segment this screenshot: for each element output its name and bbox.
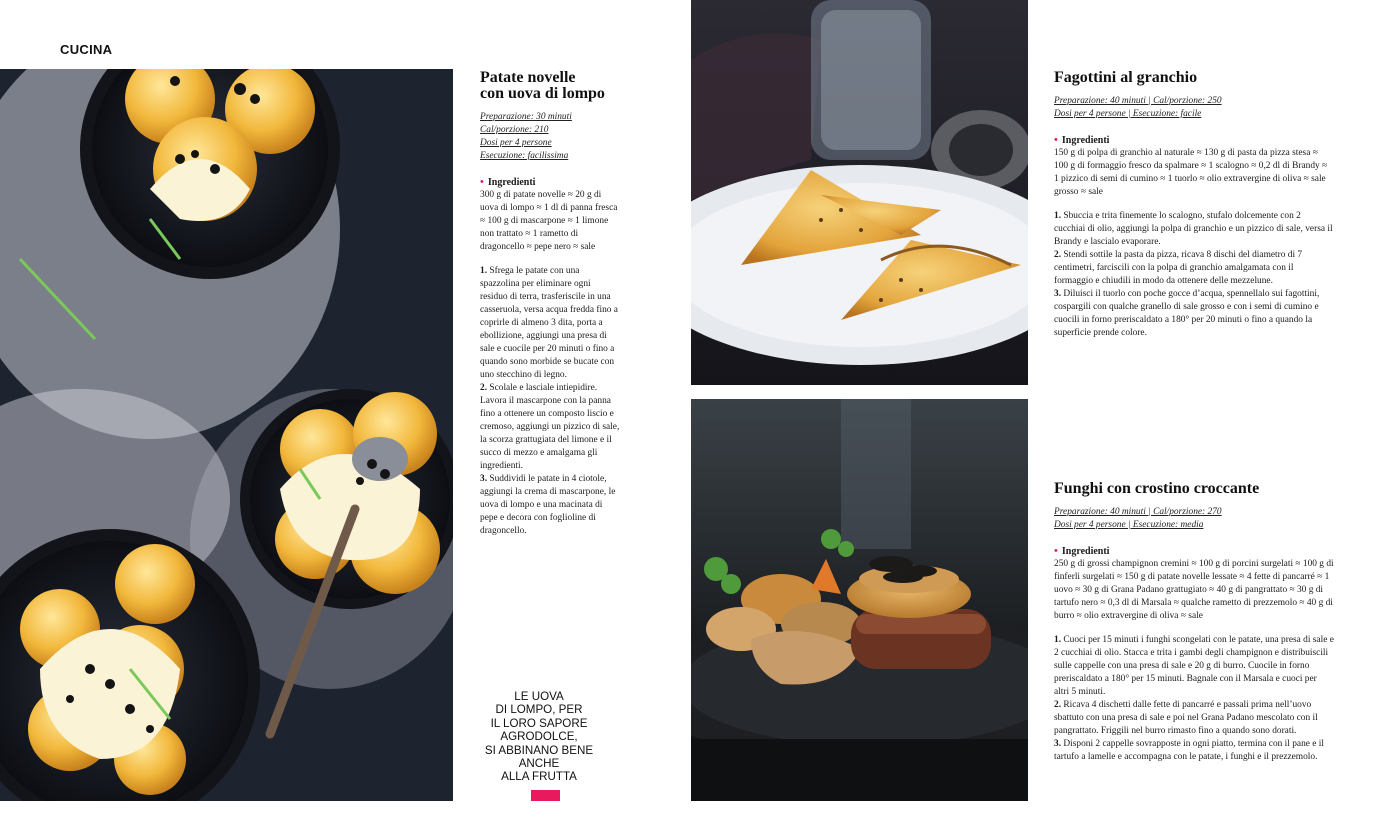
- recipe-meta: Preparazione: 40 minuti | Cal/porzione: 250 Dosi per 4 persone | Esecuzione: facile: [1054, 96, 1222, 119]
- ingredients-heading: • Ingredienti: [1054, 134, 1110, 146]
- bullet-icon: •: [480, 176, 484, 188]
- ingredients-list: 300 g di patate novelle ≈ 20 g di uova di lompo ≈ 1 dl di panna fresca ≈ 100 g di mascarpone ≈ 1 limone non trattato ≈ 1 rametto di dragoncello ≈ pepe nero ≈ sale: [480, 190, 618, 252]
- recipe-title: Funghi con crostino croccante: [1054, 480, 1260, 497]
- step-1: 1. Cuoci per 15 minuti i funghi scongelati con le patate, una presa di sale e 2 cucchiai di olio. Stacca e trita i gambi degli champignon e distribuiscili sulle cappelle con una presa di sale e 20 g di burro. Cuocile in forno preriscaldato a 180° per 15 minuti. Bagnale con il Marsala e cuoci per altri 5 minuti.: [1054, 635, 1334, 697]
- recipe-potatoes: [480, 70, 620, 538]
- bullet-icon: •: [1054, 545, 1058, 557]
- step-2: 2. Ricava 4 dischetti dalle fette di pancarré e passali prima nell’uovo sbattuto con una presa di sale e poi nel Grana Padano mescolato con il pangrattato. Friggili nel burro rimasto fino a quando sono dorati.: [1054, 700, 1318, 736]
- step-3: 3. Disponi 2 cappelle sovrapposte in ogni piatto, termina con il pane e il tartufo a lamelle e accompagna con le patate, i funghi e il prezzemolo.: [1054, 739, 1324, 762]
- crab-turnovers-photo: [691, 0, 1028, 385]
- ingredients-list: 150 g di polpa di granchio al naturale ≈ 130 g di pasta da pizza stesa ≈ 100 g di formaggio fresco da spalmare ≈ 1 scalogno ≈ 0,2 dl di Brandy ≈ 1 pizzico di semi di cumino ≈ 1 tuorlo ≈ olio extravergine di oliva ≈ sale grosso ≈ sale: [1054, 148, 1328, 197]
- recipe-meta: Preparazione: 40 minuti | Cal/porzione: 270 Dosi per 4 persone | Esecuzione: media: [1054, 507, 1222, 530]
- recipe-meta: Preparazione: 30 minuti Cal/porzione: 210 Dosi per 4 persone Esecuzione: facilissima: [480, 112, 572, 161]
- step-2: 2. Scolale e lasciale intiepidire. Lavora il mascarpone con la panna fino a ottenere un composto liscio e cremoso, aggiungi un pizzico di sale, la scorza grattugiata del limone e il succo di mezzo e amalgama gli ingredienti.: [480, 383, 620, 471]
- ingredients-list: 250 g di grossi champignon cremini ≈ 100 g di porcini surgelati ≈ 100 g di finferli surgelati ≈ 150 g di patate novelle lessate ≈ 4 fette di pancarré ≈ 1 uovo ≈ 30 g di Grana Padano grattugiato ≈ 40 g di pangrattato ≈ 30 g di tartufo nero ≈ 0,3 dl di Marsala ≈ qualche rametto di prezzemolo ≈ 40 g di burro ≈ olio extravergine di oliva ≈ sale: [1054, 559, 1334, 621]
- ingredients-heading: • Ingredienti: [1054, 545, 1110, 557]
- step-1: 1. Sbuccia e trita finemente lo scalogno, stufalo dolcemente con 2 cucchiai di olio, aggiungi la polpa di granchio e un pizzico di sale, versa il Brandy e lascialo evaporare.: [1054, 211, 1333, 247]
- step-3: 3. Diluisci il tuorlo con poche gocce d’acqua, spennellalo sui fagottini, cospargili con qualche granello di sale grosso e con i semi di cumino e cuocili in forno preriscaldato a 180° per 20 minuti o fino a quando la superficie prende colore.: [1054, 289, 1320, 338]
- step-2: 2. Stendi sottile la pasta da pizza, ricava 8 dischi del diametro di 7 centimetri, farciscili con la polpa di granchio amalgamata con il formaggio e chiudili in modo da ottenere delle mezzelune.: [1054, 250, 1303, 286]
- bullet-icon: •: [1054, 134, 1058, 146]
- accent-bar: [531, 790, 560, 801]
- recipe-title: Fagottini al granchio: [1054, 69, 1198, 86]
- potatoes-photo: [0, 69, 453, 801]
- recipe-title: Patate novelle con uova di lompo: [480, 69, 605, 102]
- section-label: CUCINA: [60, 42, 113, 57]
- method-steps: [1054, 634, 1334, 764]
- mushroom-photo: [691, 399, 1028, 801]
- recipe-crab: [1054, 70, 1334, 340]
- step-3: 3. Suddividi le patate in 4 ciotole, aggiungi la crema di mascarpone, le uova di lompo e una macinata di pepe e decora con foglioline di dragoncello.: [480, 474, 616, 536]
- method-steps: [480, 265, 620, 538]
- ingredients-heading: • Ingredienti: [480, 176, 536, 188]
- method-steps: [1054, 210, 1334, 340]
- pull-quote: LE UOVA DI LOMPO, PER IL LORO SAPORE AGRODOLCE, SI ABBINANO BENE ANCHE ALLA FRUTTA: [484, 690, 594, 784]
- recipe-mushroom: [1054, 481, 1334, 764]
- step-1: 1. Sfrega le patate con una spazzolina per eliminare ogni residuo di terra, trasferiscile in una casseruola, versa acqua fredda fino a coprirle di almeno 3 dita, porta a ebollizione, aggiungi una presa di sale e cuocile per 20 minuti o fino a quando sono morbide se bucate con uno stecchino di legno.: [480, 266, 618, 380]
